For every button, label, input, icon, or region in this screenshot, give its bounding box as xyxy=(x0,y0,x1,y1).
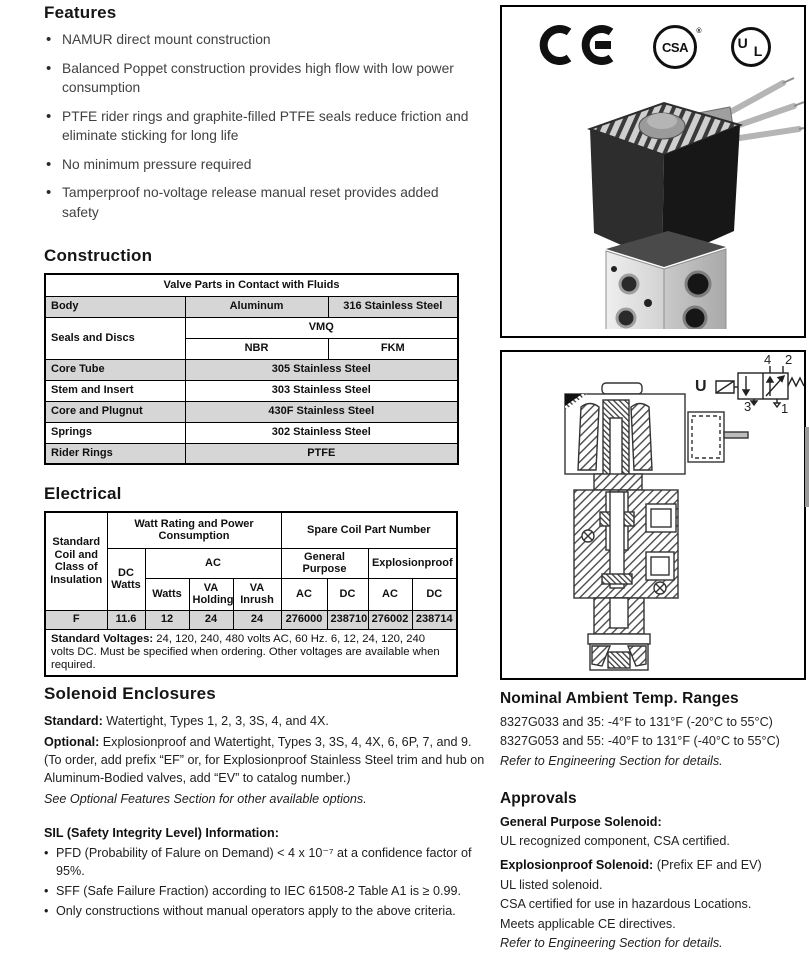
group-header-watt: Watt Rating and Power Consumption xyxy=(107,512,281,548)
cell: 303 Stainless Steel xyxy=(185,380,458,401)
cell: 430F Stainless Steel xyxy=(185,401,458,422)
group-header-spare: Spare Coil Part Number xyxy=(281,512,457,548)
port-label-2: 2 xyxy=(785,352,793,367)
row-label: Springs xyxy=(45,422,185,443)
feature-item: • Tamperproof no-voltage release manual reset provides added safety xyxy=(44,183,478,222)
data-cell: 12 xyxy=(145,610,189,629)
enclosures-standard xyxy=(44,713,486,731)
row-label: Rider Rings xyxy=(45,443,185,464)
cell: Aluminum xyxy=(185,296,328,317)
row-label: Seals and Discs xyxy=(45,317,185,359)
approvals-line: CSA certified for use in hazardous Locations. xyxy=(500,897,752,912)
cell: PTFE xyxy=(185,443,458,464)
feature-item: • NAMUR direct mount construction xyxy=(44,30,478,50)
features-list xyxy=(44,30,478,223)
standard-label: Standard: xyxy=(44,714,103,729)
col-header: DC xyxy=(412,578,457,610)
col-header-coil: Standard Coil and Class of Insulation xyxy=(45,512,107,610)
pneumatic-symbol xyxy=(695,352,804,416)
row-label: Body xyxy=(45,296,185,317)
approvals-section xyxy=(500,788,806,955)
data-cell: 24 xyxy=(233,610,281,629)
enclosures-note: See Optional Features Section for other available options. xyxy=(44,791,367,806)
data-cell: 11.6 xyxy=(107,610,145,629)
cell: NBR xyxy=(185,338,328,359)
group-header-gp: General Purpose xyxy=(281,548,368,578)
approvals-gp-label: General Purpose Solenoid: xyxy=(500,814,662,829)
product-photo-panel xyxy=(500,5,806,338)
registered-symbol: ® xyxy=(696,28,701,35)
port-label-4: 4 xyxy=(764,352,772,367)
ambient-note: Refer to Engineering Section for details. xyxy=(500,753,723,768)
cell: VMQ xyxy=(185,317,458,338)
ul-mark-icon xyxy=(731,27,771,67)
symbol-label-u: U xyxy=(695,378,707,395)
group-header-ac: AC xyxy=(145,548,281,578)
cell: 316 Stainless Steel xyxy=(328,296,458,317)
page-edge-tab xyxy=(805,427,809,507)
sil-list xyxy=(44,845,486,921)
data-cell: 238710 xyxy=(327,610,368,629)
port-label-1: 1 xyxy=(781,401,789,416)
group-header-ep: Explosionproof xyxy=(368,548,457,578)
construction-title: Construction xyxy=(44,246,153,265)
approvals-ep-suffix: (Prefix EF and EV) xyxy=(653,857,762,872)
construction-section xyxy=(44,246,478,465)
csa-mark-icon xyxy=(653,25,701,69)
construction-table xyxy=(44,273,459,465)
electrical-title: Electrical xyxy=(44,484,122,503)
col-header: AC xyxy=(281,578,327,610)
footnote-label: Standard Voltages: xyxy=(51,632,154,645)
electrical-section xyxy=(44,484,478,677)
feature-item: • No minimum pressure required xyxy=(44,155,478,175)
certification-marks xyxy=(502,23,804,71)
sil-item: • PFD (Probability of Falure on Demand) < 4 x 10⁻⁷ at a confidence factor of 95%. xyxy=(44,845,486,881)
features-title: Features xyxy=(44,3,117,22)
approvals-gp-text: UL recognized component, CSA certified. xyxy=(500,834,730,849)
features-section xyxy=(44,3,478,232)
standard-text: Watertight, Types 1, 2, 3, 3S, 4, and 4X. xyxy=(102,714,329,729)
approvals-ep-line xyxy=(500,857,806,875)
data-cell: F xyxy=(45,610,107,629)
col-header-dc-watts: DC Watts xyxy=(107,548,145,610)
csa-text: CSA xyxy=(662,39,688,55)
ambient-title: Nominal Ambient Temp. Ranges xyxy=(500,690,739,707)
sil-item: • SFF (Safe Failure Fraction) according to IEC 61508-2 Table A1 is ≥ 0.99. xyxy=(44,883,486,901)
sil-heading: SIL (Safety Integrity Level) Information: xyxy=(44,825,279,840)
data-cell: 276000 xyxy=(281,610,327,629)
electrical-table xyxy=(44,511,458,677)
footnote-text: 24, 120, 240, 480 volts AC, 60 Hz. 6, 12, 24, 120, 240 volts DC. Must be specified when ordering. Other voltages are available when required. xyxy=(51,632,440,671)
ce-mark-icon xyxy=(535,24,619,71)
ambient-line: 8327G033 and 35: -4°F to 131°F (-20°C to 55°C) xyxy=(500,714,773,729)
feature-item: • Balanced Poppet construction provides high flow with low power consumption xyxy=(44,59,478,98)
data-cell: 24 xyxy=(189,610,233,629)
enclosures-optional xyxy=(44,734,486,788)
ambient-line: 8327G053 and 55: -40°F to 131°F (-40°C to 55°C) xyxy=(500,734,780,749)
cell: 302 Stainless Steel xyxy=(185,422,458,443)
row-label: Stem and Insert xyxy=(45,380,185,401)
cell: 305 Stainless Steel xyxy=(185,359,458,380)
col-header: VA Holding xyxy=(189,578,233,610)
cross-section-panel xyxy=(500,350,806,680)
col-header: VA Inrush xyxy=(233,578,281,610)
approvals-line: Meets applicable CE directives. xyxy=(500,916,676,931)
ambient-section xyxy=(500,688,806,773)
enclosures-title: Solenoid Enclosures xyxy=(44,684,216,703)
data-cell: 276002 xyxy=(368,610,412,629)
data-cell: 238714 xyxy=(412,610,457,629)
optional-text: Explosionproof and Watertight, Types 3, 3S, 4, 4X, 6, 6P, 7, and 9. (To order, add prefix “EF” or, for Explosionproof Stainless Steel trim and hub on Aluminum-Bodied valves, add “EV” to catalog number.) xyxy=(44,735,485,785)
approvals-title: Approvals xyxy=(500,790,577,807)
sil-item: • Only constructions without manual operators apply to the above criteria. xyxy=(44,903,486,921)
row-label: Core Tube xyxy=(45,359,185,380)
optional-label: Optional: xyxy=(44,735,100,749)
approvals-note: Refer to Engineering Section for details. xyxy=(500,936,723,951)
ul-text-u: U xyxy=(737,35,748,51)
cross-section-drawing xyxy=(502,352,804,678)
approvals-ep-label: Explosionproof Solenoid: xyxy=(500,857,654,872)
solenoid-valve-photo xyxy=(502,71,804,329)
col-header: Watts xyxy=(145,578,189,610)
approvals-line: UL listed solenoid. xyxy=(500,877,603,892)
cell: FKM xyxy=(328,338,458,359)
row-label: Core and Plugnut xyxy=(45,401,185,422)
electrical-footnote xyxy=(45,629,457,675)
ul-text-l: L xyxy=(753,43,763,59)
construction-table-header: Valve Parts in Contact with Fluids xyxy=(45,274,458,296)
col-header: DC xyxy=(327,578,368,610)
col-header: AC xyxy=(368,578,412,610)
feature-item: • PTFE rider rings and graphite-filled PTFE seals reduce friction and eliminate sticking for long life xyxy=(44,107,478,146)
port-label-3: 3 xyxy=(744,399,752,414)
enclosures-section xyxy=(44,682,486,923)
